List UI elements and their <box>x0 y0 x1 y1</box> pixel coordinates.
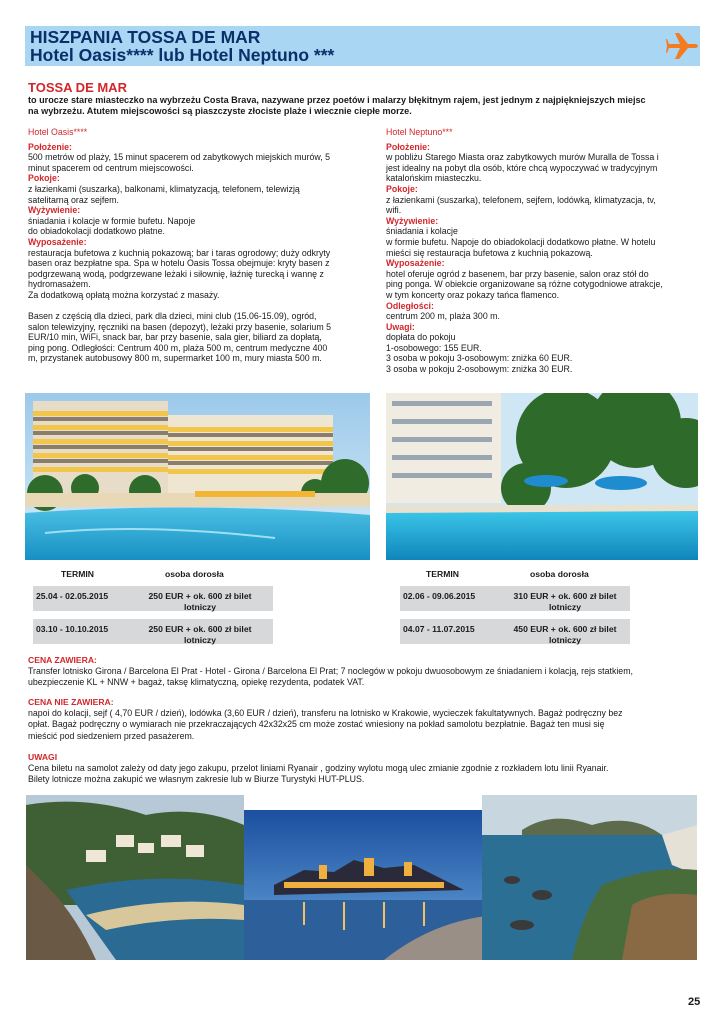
table-row <box>33 619 273 644</box>
column-header-price: osoba dorosła <box>165 569 224 579</box>
label-uwagi: UWAGI <box>28 752 58 762</box>
text-line: katalońskim miasteczku. <box>386 173 482 184</box>
page-title: HISZPANIA TOSSA DE MAR <box>30 27 261 47</box>
column-header-termin: TERMIN <box>426 569 459 579</box>
price-cell: 450 EUR + ok. 600 zł bilet lotniczy <box>513 624 617 645</box>
price-cell: 310 EUR + ok. 600 zł bilet lotniczy <box>513 591 617 612</box>
text-line: satelitarną oraz sejfem. <box>28 194 119 205</box>
price-includes <box>28 655 700 689</box>
label-uwagi: Uwagi: <box>386 321 415 332</box>
notes <box>28 752 700 786</box>
date-cell: 03.10 - 10.10.2015 <box>36 624 109 634</box>
text-line: ubezpieczenie KL + NNW + bagaż, taksę klimatyczną, opiekę rezydenta, podatek VAT. <box>28 677 365 688</box>
text-line: wifi. <box>386 205 402 216</box>
text-line: napoi do kolacji, sejf ( 4,70 EUR / dzień), lodówka (3,60 EUR / dzień), transferu na lotnisko w Krakowie, wycieczek fakultatywnych. Bagaż podręczny bez <box>28 708 623 719</box>
text-line: mieścić pod siedzeniem przed pasażerem. <box>28 730 195 741</box>
text-line: jest idealny na pobyt dla osób, które chcą wypoczywać w tradycyjnym <box>386 162 658 173</box>
text-line: śniadania i kolacje <box>386 226 458 237</box>
text-line: Bilety lotnicze można zakupić we własnym zakresie lub w Biurze Turystyki HUT-PLUS. <box>28 774 365 785</box>
text-line: centrum 200 m, plaża 300 m. <box>386 311 500 322</box>
price-excludes <box>28 697 700 742</box>
label-wyposazenie: Wyposażenie: <box>386 258 445 269</box>
text-line: 3 osoba w pokoju 2-osobowym: zniżka 30 EUR. <box>386 364 573 375</box>
column-header-price: osoba dorosła <box>530 569 589 579</box>
price-table-oasis <box>33 565 273 645</box>
hotel-oasis-photo <box>25 393 370 560</box>
price-table-neptuno <box>400 565 630 645</box>
text-line: hydromasażem. <box>28 279 91 290</box>
tossa-beach-photo <box>26 795 244 960</box>
price-cell: 250 EUR + ok. 600 zł bilet lotniczy <box>148 624 252 645</box>
page-subtitle: Hotel Oasis**** lub Hotel Neptuno *** <box>30 45 335 65</box>
text-line: salon telewizyjny, ręczniki na basen (depozyt), leżaki przy basenie, solarium 5 <box>28 321 331 332</box>
text-line: w formie bufetu. Napoje do obiadokolacji dodatkowo płatne. W hotelu <box>386 236 656 247</box>
column-header-termin: TERMIN <box>61 569 94 579</box>
text-line: dopłata do pokoju <box>386 332 456 343</box>
label-cena-zawiera: CENA ZAWIERA: <box>28 655 97 665</box>
table-row <box>400 586 630 611</box>
date-cell: 04.07 - 11.07.2015 <box>403 624 475 634</box>
tossa-coast-photo <box>482 795 697 960</box>
label-odleglosci: Odległości: <box>386 300 434 311</box>
text-line: 1-osobowego: 155 EUR. <box>386 342 482 353</box>
title-banner <box>25 26 700 66</box>
table-row <box>400 619 630 644</box>
label-polozenie: Położenie: <box>386 141 430 152</box>
airplane-icon <box>665 30 699 62</box>
text-line: m, przystanek autobusowy 800 m, supermarket 100 m, mury miasta 500 m. <box>28 353 322 364</box>
label-wyzywienie: Wyżywienie: <box>28 205 81 216</box>
label-wyposazenie: Wyposażenie: <box>28 236 87 247</box>
tossa-castle-night-photo <box>244 810 496 960</box>
text-line: Transfer lotnisko Girona / Barcelona El Prat - Hotel - Girona / Barcelona El Prat; 7 noclegów w pokoju dwuosobowym ze śniadaniem i kolacją, rejs statkiem, <box>28 666 633 677</box>
text-line: śniadania i kolacje w formie bufetu. Napoje <box>28 215 196 226</box>
hotel-oasis-description <box>28 127 368 364</box>
hotel-oasis-name: Hotel Oasis**** <box>28 127 88 137</box>
text-line: Basen z częścią dla dzieci, park dla dzieci, mini club (15.06-15.09), ogród, <box>28 311 317 322</box>
text-line: Cena biletu na samolot zależy od daty jego zakupu, przelot liniami Ryanair , godziny wylotu mogą ulec zmianie zgodnie z rozkładem lotu linii Ryanair. <box>28 763 609 774</box>
text-line: mieści się restauracja bufetowa z kuchnią pokazową. <box>386 247 593 258</box>
hotel-neptuno-photo <box>386 393 698 560</box>
text-line: z łazienkami (suszarka), telefonem, sejfem, lodówką, klimatyzacja, tv, <box>386 194 656 205</box>
text-line: ping pong. Odległości: Centrum 400 m, plaża 500 m, centrum medyczne 400 <box>28 342 328 353</box>
price-cell: 250 EUR + ok. 600 zł bilet lotniczy <box>148 591 252 612</box>
intro-text: to urocze stare miasteczko na wybrzeżu Costa Brava, nazywane przez poetów i malarzy błękitnym rajem, jest jednym z najpiękniejszych miejsc na wybrzeżu. Atutem miejscowości są piaszczyste złociste plaże i wiecznie ciepłe morze. <box>28 95 646 116</box>
label-cena-nie-zawiera: CENA NIE ZAWIERA: <box>28 697 114 707</box>
text-line: w tym koncerty oraz pokazy tańca flamenco. <box>386 289 560 300</box>
text-line: 3 osoba w pokoju 3-osobowym: zniżka 60 EUR. <box>386 353 573 364</box>
table-row <box>33 586 273 611</box>
text-line: 500 metrów od plaży, 15 minut spacerem od zabytkowych miejskich murów, 5 <box>28 152 330 163</box>
section-title: TOSSA DE MAR <box>28 80 127 95</box>
text-line: Za dodatkową opłatą można korzystać z masaży. <box>28 289 220 300</box>
text-line: restauracja bufetowa z kuchnią pokazową; bar i taras ogrodowy; duży odkryty <box>28 247 331 258</box>
label-wyzywienie: Wyżywienie: <box>386 215 439 226</box>
label-polozenie: Położenie: <box>28 141 72 152</box>
page-number: 25 <box>688 996 701 1008</box>
label-pokoje: Pokoje: <box>28 173 60 184</box>
text-line: hotel oferuje ogród z basenem, bar przy basenie, salon oraz stół do <box>386 268 649 279</box>
text-line: basen oraz bezpłatne spa. Spa w hotelu Oasis Tossa obejmuje: kryty basen z <box>28 258 330 269</box>
text-line: ping ponga. W obiekcie organizowane są różne cotygodniowe atrakcje, <box>386 279 663 290</box>
date-cell: 25.04 - 02.05.2015 <box>36 591 109 601</box>
text-line: z łazienkami (suszarka), balkonami, klimatyzacją, telefonem, telewizją <box>28 183 300 194</box>
hotel-neptuno-name: Hotel Neptuno*** <box>386 127 453 137</box>
label-pokoje: Pokoje: <box>386 183 418 194</box>
text-line: do obiadokolacji dodatkowo płatne. <box>28 226 165 237</box>
date-cell: 02.06 - 09.06.2015 <box>403 591 476 601</box>
hotel-neptuno-description <box>386 127 706 375</box>
text-line: opłat. Bagaż podręczny o wymiarach nie przekraczających 42x32x25 cm może zostać wniesiony na pokład samolotu bezpłatnie. Bagaż ten musi się <box>28 719 605 730</box>
text-line: w pobliżu Starego Miasta oraz zabytkowych murów Muralla de Tossa i <box>386 152 659 163</box>
text-line: podgrzewaną wodą, podgrzewane leżaki i siłownię, łaźnię turecką i wannę z <box>28 268 324 279</box>
text-line: minut spacerem od centrum miejscowości. <box>28 162 194 173</box>
text-line: EUR/10 min, WiFi, snack bar, bar przy basenie, sala gier, biliard za dopłatą, <box>28 332 322 343</box>
